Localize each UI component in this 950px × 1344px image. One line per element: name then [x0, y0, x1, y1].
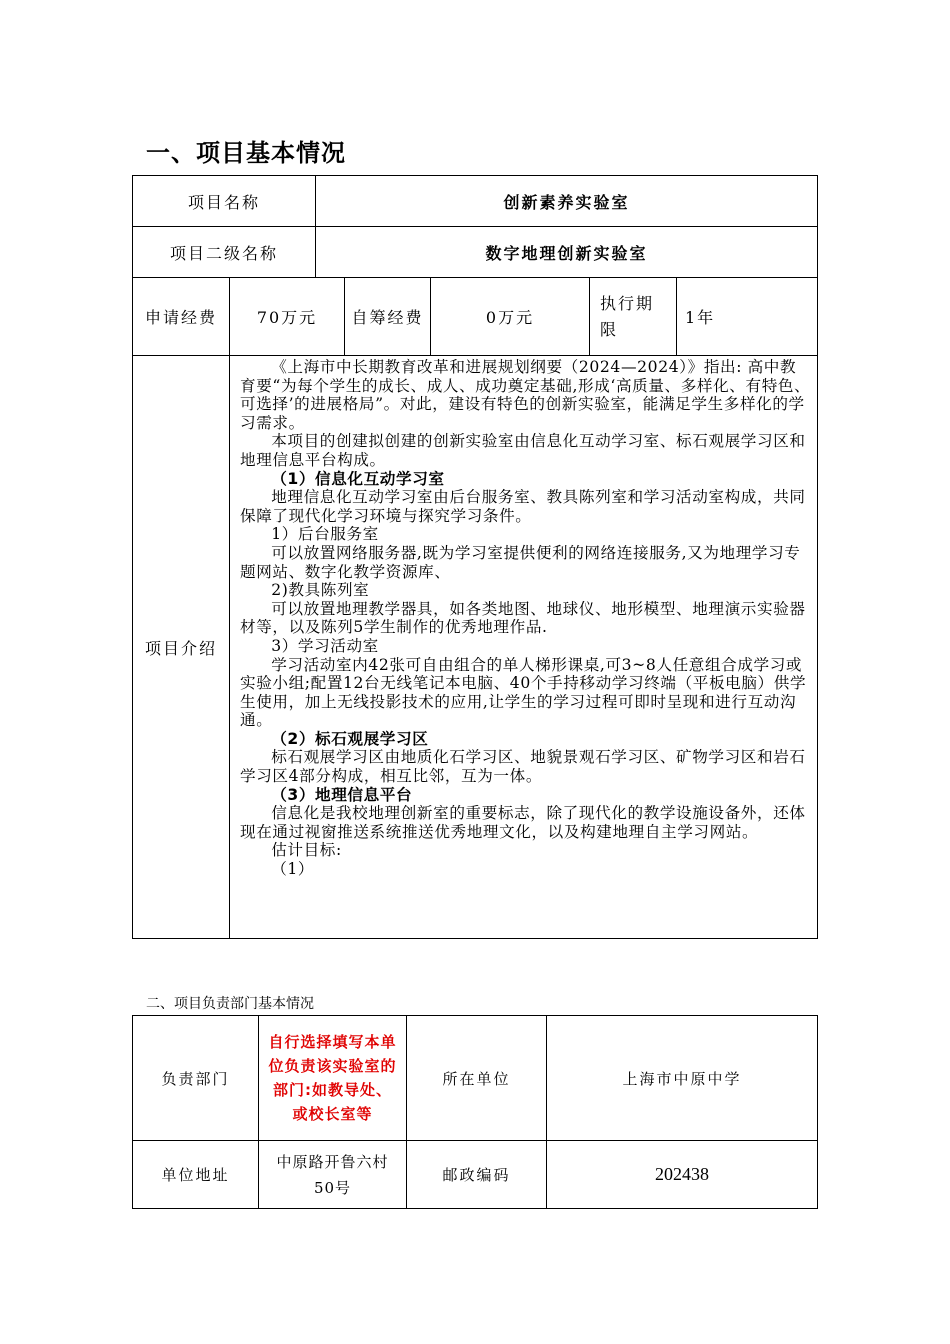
- project-name-label: 项目名称: [187, 192, 260, 212]
- intro-paragraph: 标石观展学习区由地质化石学习区、地貌景观石学习区、矿物学习区和岩石学习区4部分构成，相互比邻，互为一体。: [240, 748, 806, 786]
- self-funding-value: 0万元: [485, 308, 535, 327]
- project-name-value: 创新素养实验室: [503, 192, 630, 212]
- unit-label: 所在单位: [442, 1069, 511, 1088]
- period-value: 1年: [685, 308, 716, 327]
- intro-subheading: 2)教具陈列室: [271, 581, 370, 600]
- address-label: 单位地址: [161, 1166, 230, 1184]
- project-intro-text: [240, 358, 812, 879]
- postcode-value: 202438: [655, 1164, 709, 1184]
- intro-paragraph: 本项目的创建拟创建的创新实验室由信息化互动学习室、标石观展学习区和地理信息平台构成。: [240, 432, 806, 469]
- dept-label: 负责部门: [161, 1069, 230, 1088]
- intro-subheading: 1）后台服务室: [271, 525, 379, 544]
- section-title-basic-info: 一、项目基本情况: [146, 139, 346, 167]
- project-subname-value: 数字地理创新实验室: [485, 243, 648, 263]
- unit-value: 上海市中原中学: [622, 1069, 742, 1088]
- funding-value: 70万元: [256, 308, 318, 327]
- intro-paragraph: 《上海市中长期教育改革和进展规划纲要（2024—2024）》指出: 高中教育要“为每个学生的成长、成人、成功奠定基础,形成‘高质量、多样化、有特色、可选择’的进展格局”。对此，建设有特色的创新实验室，能满足学生多样化的学习需求。: [240, 358, 811, 432]
- intro-heading: （3）地理信息平台: [271, 785, 413, 804]
- intro-paragraph: （1）: [271, 860, 315, 879]
- intro-paragraph: 可以放置地理教学器具，如各类地图、地球仪、地形模型、地理演示实验器材等，以及陈列5学生制作的优秀地理作品.: [240, 599, 806, 637]
- intro-heading: （1）信息化互动学习室: [271, 469, 445, 488]
- self-funding-label: 自筹经费: [351, 308, 424, 327]
- intro-paragraph: 估计目标:: [271, 841, 342, 860]
- intro-heading: （2）标石观展学习区: [271, 729, 429, 748]
- section-title-department: 二、项目负责部门基本情况: [146, 996, 314, 1012]
- postcode-label: 邮政编码: [442, 1166, 511, 1184]
- project-subname-label: 项目二级名称: [169, 243, 278, 263]
- funding-label: 申请经费: [144, 308, 217, 327]
- dept-note: 自行选择填写本单位负责该实验室的部门:如教导处、或校长室等: [268, 1033, 397, 1123]
- intro-label: 项目介绍: [144, 638, 217, 658]
- intro-subheading: 3）学习活动室: [271, 636, 379, 655]
- intro-paragraph: 信息化是我校地理创新室的重要标志，除了现代化的教学设施设备外，还体现在通过视窗推送系统推送优秀地理文化，以及构建地理自主学习网站。: [240, 804, 806, 841]
- address-value: 中原路开鲁六村50号: [276, 1152, 389, 1197]
- intro-paragraph: 地理信息化互动学习室由后台服务室、教具陈列室和学习活动室构成，共同保障了现代化学习环境与探究学习条件。: [240, 488, 806, 525]
- period-label: 执行期限: [600, 293, 655, 339]
- intro-paragraph: 可以放置网络服务器,既为学习室提供便利的网络连接服务,又为地理学习专题网站、数字化教学资源库、: [240, 543, 801, 581]
- intro-paragraph: 学习活动室内42张可自由组合的单人梯形课桌,可3~8人任意组合成学习或实验小组;配置12台无线笔记本电脑、40个手持移动学习终端（平板电脑）供学生使用，加上无线投影技术的应用,让学生的学习过程可即时呈现和进行互动沟通。: [240, 655, 807, 730]
